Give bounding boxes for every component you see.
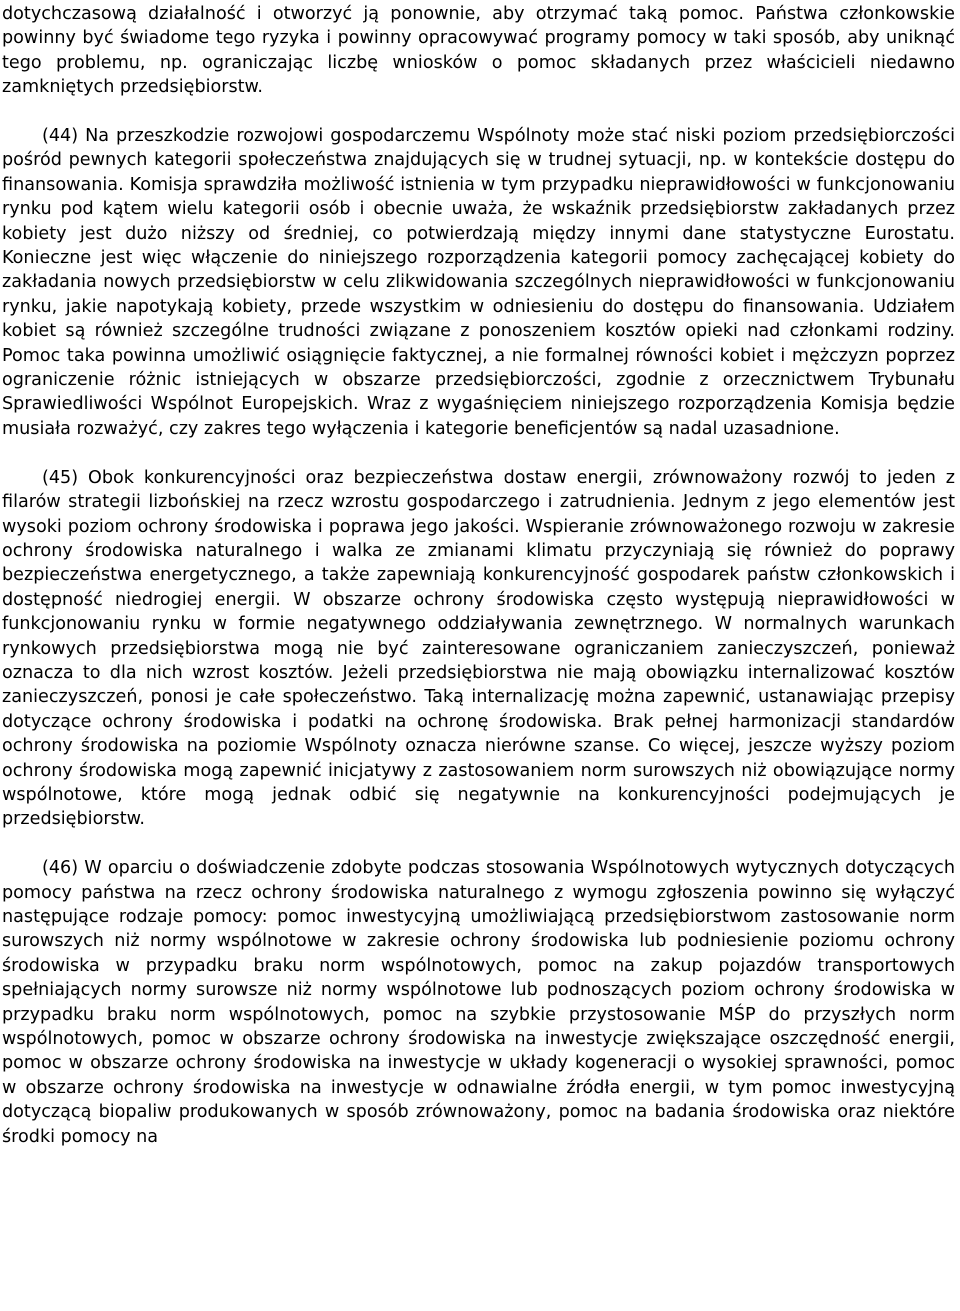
paragraph-spacer (2, 441, 955, 465)
paragraph-continuation: dotychczasową działalność i otworzyć ją ponownie, aby otrzymać taką pomoc. Państwa członkowskie powinny być świadome tego ryzyka i powinny opracowywać programy pomocy w taki sposób, aby uniknąć tego problemu, np. ograniczając liczbę wniosków o pomoc składanych przez właścicieli niedawno zamkniętych przedsiębiorstw. (2, 4, 955, 98)
paragraph-46: (46) W oparciu o doświadczenie zdobyte podczas stosowania Wspólnotowych wytycznych dotyczących pomocy państwa na rzecz ochrony środowiska naturalnego z wymogu zgłoszenia powinno się wyłączyć następujące rodzaje pomocy: pomoc inwestycyjną umożliwiającą przedsiębiorstwom zastosowanie norm surowszych niż normy wspólnotowe w zakresie ochrony środowiska lub podniesienie poziomu ochrony środowiska w przypadku braku norm wspólnotowych, pomoc na zakup pojazdów transportowych spełniających normy surowsze niż normy wspólnotowe lub podnoszących poziom ochrony środowiska w przypadku braku norm wspólnotowych, pomoc na szybkie przystosowanie MŚP do przyszłych norm wspólnotowych, pomoc w obszarze ochrony środowiska na inwestycje zwiększające oszczędność energii, pomoc w obszarze ochrony środowiska na inwestycje w układy kogeneracji o wysokiej sprawności, pomoc w obszarze ochrony środowiska na inwestycje w odnawialne źródła energii, w tym pomoc inwestycyjną dotyczącą biopaliw produkowanych w sposób zrównoważony, pomoc na badania środowiska oraz niektóre środki pomocy na (2, 858, 955, 1147)
paragraph-spacer (2, 100, 955, 124)
paragraph-spacer (2, 832, 955, 856)
paragraph-44: (44) Na przeszkodzie rozwojowi gospodarczemu Wspólnoty może stać niski poziom przedsiębiorczości pośród pewnych kategorii społeczeństwa znajdujących się w trudnej sytuacji, np. w kontekście dostępu do finansowania. Komisja sprawdziła możliwość istnienia w tym przypadku nieprawidłowości w funkcjonowaniu rynku pod kątem wielu kategorii osób i obecnie uważa, że wskaźnik przedsiębiorstw zakładanych przez kobiety jest dużo niższy od średniej, co potwierdzają między innymi dane statystyczne Eurostatu. Konieczne jest więc włączenie do niniejszego rozporządzenia kategorii pomocy zachęcającej kobiety do zakładania nowych przedsiębiorstw w celu zlikwidowania szczególnych nieprawidłowości w funkcjonowaniu rynku, jakie napotykają kobiety, przede wszystkim w odniesieniu do dostępu do finansowania. Udziałem kobiet są również szczególne trudności związane z ponoszeniem kosztów opieki nad członkami rodziny. Pomoc taka powinna umożliwić osiągnięcie faktycznej, a nie formalnej równości kobiet i mężczyzn poprzez ograniczenie różnic istniejących w obszarze przedsiębiorczości, zgodnie z orzecznictwem Trybunału Sprawiedliwości Wspólnot Europejskich. Wraz z wygaśnięciem niniejszego rozporządzenia Komisja będzie musiała rozważyć, czy zakres tego wyłączenia i kategorie beneficjentów są nadal uzasadnione. (2, 126, 955, 439)
paragraph-45: (45) Obok konkurencyjności oraz bezpieczeństwa dostaw energii, zrównoważony rozwój to jeden z filarów strategii lizbońskiej na rzecz wzrostu gospodarczego i zatrudnienia. Jednym z jego elementów jest wysoki poziom ochrony środowiska i poprawa jego jakości. Wspieranie zrównoważonego rozwoju w zakresie ochrony środowiska naturalnego i walka ze zmianami klimatu przyczyniają się również do poprawy bezpieczeństwa energetycznego, a także zapewniają konkurencyjność gospodarek państw członkowskich i dostępność niedrogiej energii. W obszarze ochrony środowiska często występują nieprawidłowości w funkcjonowaniu rynku w formie negatywnego oddziaływania zewnętrznego. W normalnych warunkach rynkowych przedsiębiorstwa mogą nie być zainteresowane ograniczaniem zanieczyszczeń, ponieważ oznacza to dla nich wzrost kosztów. Jeżeli przedsiębiorstwa nie mają obowiązku internalizować kosztów zanieczyszczeń, ponosi je całe społeczeństwo. Taką internalizację można zapewnić, ustanawiając przepisy dotyczące ochrony środowiska i podatki na ochronę środowiska. Brak pełnej harmonizacji standardów ochrony środowiska na poziomie Wspólnoty oznacza nierówne szanse. Co więcej, jeszcze wyższy poziom ochrony środowiska mogą zapewnić inicjatywy z zastosowaniem norm surowszych niż obowiązujące normy wspólnotowe, które mogą jednak odbić się negatywnie na konkurencyjności podejmujących je przedsiębiorstw. (2, 467, 955, 830)
